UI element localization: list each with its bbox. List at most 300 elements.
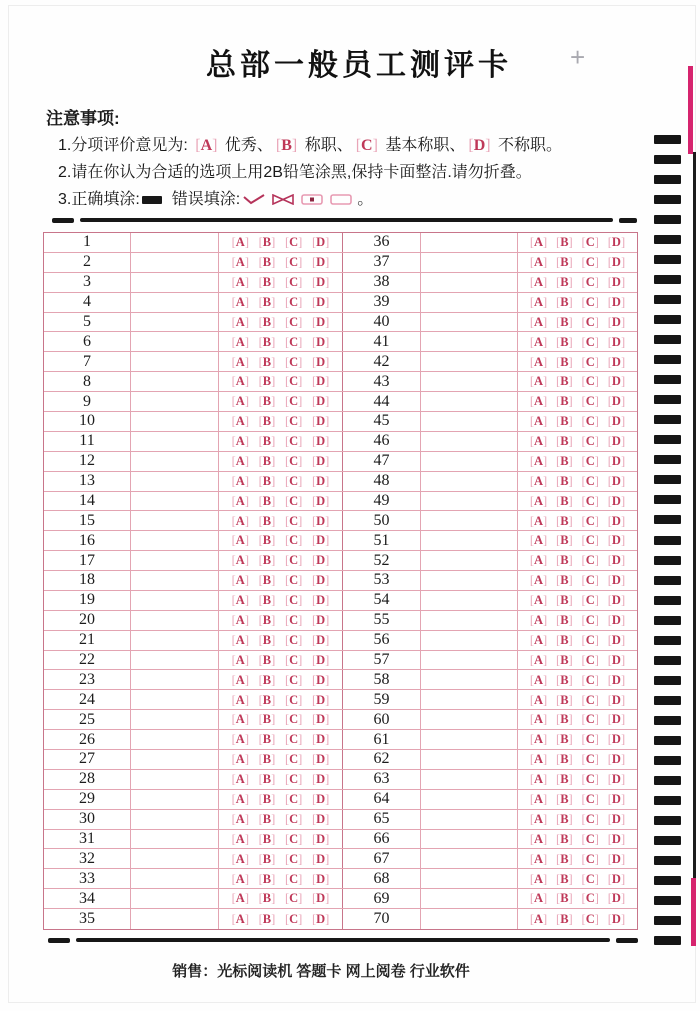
bubble-70-C[interactable]: [C] [581,911,599,926]
bubble-28-D[interactable]: [D] [311,772,330,787]
bubble-24-A[interactable]: [A] [231,692,249,707]
bubble-17-A[interactable]: [A] [231,553,249,568]
bubble-44-C[interactable]: [C] [581,394,599,409]
bubble-65-D[interactable]: [D] [607,811,626,826]
bubble-22-C[interactable]: [C] [284,652,303,667]
bubble-51-D[interactable]: [D] [607,533,626,548]
bubble-29-D[interactable]: [D] [311,791,330,806]
bubble-30-C[interactable]: [C] [284,811,303,826]
bubble-group-27 [219,750,343,769]
bubble-61-A[interactable]: [A] [529,732,548,747]
bubble-42-C[interactable]: [C] [581,354,599,369]
bubble-54-C[interactable]: [C] [581,593,599,608]
bubble-56-B[interactable]: [B] [556,632,573,647]
bubble-54-A[interactable]: [A] [529,593,548,608]
bubble-31-B[interactable]: [B] [258,831,276,846]
bubble-51-C[interactable]: [C] [581,533,599,548]
bubble-10-A[interactable]: [A] [231,414,249,429]
bubble-63-B[interactable]: [B] [556,772,573,787]
bubble-5-B[interactable]: [B] [258,314,276,329]
bubble-32-A[interactable]: [A] [231,851,249,866]
bubble-48-C[interactable]: [C] [581,473,599,488]
response-area [421,909,518,929]
bubble-30-D[interactable]: [D] [311,811,330,826]
bubble-27-A[interactable]: [A] [231,752,249,767]
response-area [131,352,219,371]
bubble-8-C[interactable]: [C] [284,374,303,389]
bubble-26-B[interactable]: [B] [258,732,276,747]
bubble-32-C[interactable]: [C] [284,851,303,866]
bubble-42-A[interactable]: [A] [529,354,548,369]
bubble-63-A[interactable]: [A] [529,772,548,787]
bubble-3-A[interactable]: [A] [231,274,249,289]
bubble-38-B[interactable]: [B] [556,274,573,289]
bubble-47-A[interactable]: [A] [529,453,548,468]
bubble-57-D[interactable]: [D] [607,652,626,667]
bubble-2-B[interactable]: [B] [258,255,276,270]
bubble-67-B[interactable]: [B] [556,851,573,866]
bubble-37-A[interactable]: [A] [529,255,548,270]
bubble-46-A[interactable]: [A] [529,434,548,449]
bubble-53-B[interactable]: [B] [556,573,573,588]
bubble-41-B[interactable]: [B] [556,334,573,349]
bubble-18-B[interactable]: [B] [258,573,276,588]
bubble-37-D[interactable]: [D] [607,255,626,270]
bubble-36-C[interactable]: [C] [581,235,599,250]
bubble-17-C[interactable]: [C] [284,553,303,568]
bubble-52-D[interactable]: [D] [607,553,626,568]
bubble-59-B[interactable]: [B] [556,692,573,707]
response-area [421,332,518,351]
bubble-4-B[interactable]: [B] [258,294,276,309]
bubble-44-D[interactable]: [D] [607,394,626,409]
bubble-41-D[interactable]: [D] [607,334,626,349]
bubble-34-C[interactable]: [C] [284,891,303,906]
bubble-63-D[interactable]: [D] [607,772,626,787]
bubble-13-C[interactable]: [C] [284,473,303,488]
bubble-19-D[interactable]: [D] [311,593,330,608]
bubble-68-D[interactable]: [D] [607,871,626,886]
bubble-5-A[interactable]: [A] [231,314,249,329]
bubble-47-B[interactable]: [B] [556,453,573,468]
bubble-47-C[interactable]: [C] [581,453,599,468]
bubble-group-45 [518,412,637,431]
bubble-49-D[interactable]: [D] [607,493,626,508]
bubble-45-A[interactable]: [A] [529,414,548,429]
bubble-44-A[interactable]: [A] [529,394,548,409]
bubble-18-D[interactable]: [D] [311,573,330,588]
bubble-70-D[interactable]: [D] [607,911,626,926]
bubble-24-B[interactable]: [B] [258,692,276,707]
bubble-36-B[interactable]: [B] [556,235,573,250]
bubble-57-B[interactable]: [B] [556,652,573,667]
bubble-11-D[interactable]: [D] [311,434,330,449]
bubble-57-A[interactable]: [A] [529,652,548,667]
bubble-3-B[interactable]: [B] [258,274,276,289]
bubble-55-A[interactable]: [A] [529,613,548,628]
bubble-14-A[interactable]: [A] [231,493,249,508]
bubble-30-A[interactable]: [A] [231,811,249,826]
bubble-49-A[interactable]: [A] [529,493,548,508]
bubble-58-A[interactable]: [A] [529,672,548,687]
bubble-38-A[interactable]: [A] [529,274,548,289]
bubble-45-B[interactable]: [B] [556,414,573,429]
bubble-12-D[interactable]: [D] [311,453,330,468]
question-number: 2 [44,253,131,272]
bubble-20-D[interactable]: [D] [311,613,330,628]
bubble-39-D[interactable]: [D] [607,294,626,309]
bubble-35-C[interactable]: [C] [284,911,303,926]
bubble-14-C[interactable]: [C] [284,493,303,508]
bubble-34-D[interactable]: [D] [311,891,330,906]
bubble-4-A[interactable]: [A] [231,294,249,309]
bubble-1-A[interactable]: [A] [231,235,249,250]
bubble-57-C[interactable]: [C] [581,652,599,667]
bubble-52-C[interactable]: [C] [581,553,599,568]
bubble-20-C[interactable]: [C] [284,613,303,628]
bubble-62-A[interactable]: [A] [529,752,548,767]
timing-mark [654,135,681,144]
bubble-51-B[interactable]: [B] [556,533,573,548]
bubble-68-C[interactable]: [C] [581,871,599,886]
bubble-34-A[interactable]: [A] [231,891,249,906]
bubble-69-B[interactable]: [B] [556,891,573,906]
bubble-36-A[interactable]: [A] [529,235,548,250]
bubble-65-A[interactable]: [A] [529,811,548,826]
bubble-60-B[interactable]: [B] [556,712,573,727]
bubble-44-B[interactable]: [B] [556,394,573,409]
bubble-15-A[interactable]: [A] [231,513,249,528]
notice-item-3 [58,186,373,210]
bubble-66-A[interactable]: [A] [529,831,548,846]
bubble-27-B[interactable]: [B] [258,752,276,767]
bubble-24-D[interactable]: [D] [311,692,330,707]
bubble-33-A[interactable]: [A] [231,871,249,886]
bubble-23-A[interactable]: [A] [231,672,249,687]
bubble-23-B[interactable]: [B] [258,672,276,687]
bubble-50-A[interactable]: [A] [529,513,548,528]
bubble-group-42 [518,352,637,371]
bubble-7-B[interactable]: [B] [258,354,276,369]
bubble-2-C[interactable]: [C] [284,255,303,270]
bubble-39-C[interactable]: [C] [581,294,599,309]
bubble-19-B[interactable]: [B] [258,593,276,608]
bubble-35-A[interactable]: [A] [231,911,249,926]
bubble-18-A[interactable]: [A] [231,573,249,588]
bubble-27-D[interactable]: [D] [311,752,330,767]
bubble-6-D[interactable]: [D] [311,334,330,349]
bubble-53-C[interactable]: [C] [581,573,599,588]
bubble-33-C[interactable]: [C] [284,871,303,886]
bubble-17-D[interactable]: [D] [311,553,330,568]
question-number: 15 [44,511,131,530]
bubble-33-B[interactable]: [B] [258,871,276,886]
bubble-67-A[interactable]: [A] [529,851,548,866]
bubble-41-A[interactable]: [A] [529,334,548,349]
registration-cross-icon: + [570,42,586,72]
bubble-40-A[interactable]: [A] [529,314,548,329]
response-area [421,790,518,809]
bubble-21-A[interactable]: [A] [231,632,249,647]
bubble-58-B[interactable]: [B] [556,672,573,687]
bubble-61-B[interactable]: [B] [556,732,573,747]
bubble-26-A[interactable]: [A] [231,732,249,747]
bubble-40-B[interactable]: [B] [556,314,573,329]
bubble-64-A[interactable]: [A] [529,791,548,806]
bubble-21-D[interactable]: [D] [311,632,330,647]
bubble-41-C[interactable]: [C] [581,334,599,349]
bubble-47-D[interactable]: [D] [607,453,626,468]
bubble-59-A[interactable]: [A] [529,692,548,707]
bubble-12-C[interactable]: [C] [284,453,303,468]
bubble-42-B[interactable]: [B] [556,354,573,369]
bubble-45-C[interactable]: [C] [581,414,599,429]
question-number: 47 [343,452,421,471]
bubble-9-D[interactable]: [D] [311,394,330,409]
bubble-59-D[interactable]: [D] [607,692,626,707]
bubble-55-D[interactable]: [D] [607,613,626,628]
bubble-43-C[interactable]: [C] [581,374,599,389]
bubble-50-C[interactable]: [C] [581,513,599,528]
bubble-69-D[interactable]: [D] [607,891,626,906]
bubble-15-D[interactable]: [D] [311,513,330,528]
bubble-39-B[interactable]: [B] [556,294,573,309]
bubble-11-C[interactable]: [C] [284,434,303,449]
bubble-61-C[interactable]: [C] [581,732,599,747]
bubble-40-D[interactable]: [D] [607,314,626,329]
bubble-54-D[interactable]: [D] [607,593,626,608]
bubble-34-B[interactable]: [B] [258,891,276,906]
bubble-13-B[interactable]: [B] [258,473,276,488]
bubble-64-B[interactable]: [B] [556,791,573,806]
bubble-66-C[interactable]: [C] [581,831,599,846]
bubble-26-D[interactable]: [D] [311,732,330,747]
bubble-21-C[interactable]: [C] [284,632,303,647]
bubble-70-A[interactable]: [A] [529,911,548,926]
bubble-19-C[interactable]: [C] [284,593,303,608]
bubble-6-C[interactable]: [C] [284,334,303,349]
bubble-31-D[interactable]: [D] [311,831,330,846]
bubble-36-D[interactable]: [D] [607,235,626,250]
bubble-15-C[interactable]: [C] [284,513,303,528]
bubble-7-C[interactable]: [C] [284,354,303,369]
bubble-48-D[interactable]: [D] [607,473,626,488]
bubble-32-D[interactable]: [D] [311,851,330,866]
bubble-42-D[interactable]: [D] [607,354,626,369]
bubble-45-D[interactable]: [D] [607,414,626,429]
bubble-65-C[interactable]: [C] [581,811,599,826]
bubble-25-A[interactable]: [A] [231,712,249,727]
bubble-28-B[interactable]: [B] [258,772,276,787]
question-number: 1 [44,233,131,252]
bubble-30-B[interactable]: [B] [258,811,276,826]
bubble-50-B[interactable]: [B] [556,513,573,528]
bubble-11-A[interactable]: [A] [231,434,249,449]
bubble-58-D[interactable]: [D] [607,672,626,687]
bubble-28-C[interactable]: [C] [284,772,303,787]
bubble-51-A[interactable]: [A] [529,533,548,548]
bubble-25-C[interactable]: [C] [284,712,303,727]
bubble-37-B[interactable]: [B] [556,255,573,270]
timing-mark [654,255,681,264]
bubble-14-B[interactable]: [B] [258,493,276,508]
bubble-56-D[interactable]: [D] [607,632,626,647]
bubble-61-D[interactable]: [D] [607,732,626,747]
bubble-43-D[interactable]: [D] [607,374,626,389]
bubble-2-A[interactable]: [A] [231,255,249,270]
bubble-4-D[interactable]: [D] [311,294,330,309]
bubble-5-C[interactable]: [C] [284,314,303,329]
bubble-24-C[interactable]: [C] [284,692,303,707]
bubble-54-B[interactable]: [B] [556,593,573,608]
bubble-9-C[interactable]: [C] [284,394,303,409]
bubble-43-B[interactable]: [B] [556,374,573,389]
bubble-7-A[interactable]: [A] [231,354,249,369]
bubble-29-A[interactable]: [A] [231,791,249,806]
response-area [131,233,219,252]
bubble-67-D[interactable]: [D] [607,851,626,866]
bubble-1-B[interactable]: [B] [258,235,276,250]
bubble-59-C[interactable]: [C] [581,692,599,707]
bubble-6-A[interactable]: [A] [231,334,249,349]
bubble-62-D[interactable]: [D] [607,752,626,767]
bubble-70-B[interactable]: [B] [556,911,573,926]
bubble-29-C[interactable]: [C] [284,791,303,806]
bubble-1-D[interactable]: [D] [311,235,330,250]
bubble-35-B[interactable]: [B] [258,911,276,926]
bubble-63-C[interactable]: [C] [581,772,599,787]
bubble-67-C[interactable]: [C] [581,851,599,866]
bubble-16-C[interactable]: [C] [284,533,303,548]
bubble-43-A[interactable]: [A] [529,374,548,389]
bubble-58-C[interactable]: [C] [581,672,599,687]
bubble-3-C[interactable]: [C] [284,274,303,289]
bubble-35-D[interactable]: [D] [311,911,330,926]
bubble-52-A[interactable]: [A] [529,553,548,568]
bubble-69-C[interactable]: [C] [581,891,599,906]
table-row [44,372,637,392]
bubble-56-A[interactable]: [A] [529,632,548,647]
bubble-23-C[interactable]: [C] [284,672,303,687]
bubble-49-C[interactable]: [C] [581,493,599,508]
bubble-55-C[interactable]: [C] [581,613,599,628]
bubble-22-B[interactable]: [B] [258,652,276,667]
bubble-29-B[interactable]: [B] [258,791,276,806]
bubble-19-A[interactable]: [A] [231,593,249,608]
bubble-46-D[interactable]: [D] [607,434,626,449]
bubble-17-B[interactable]: [B] [258,553,276,568]
bubble-68-B[interactable]: [B] [556,871,573,886]
bubble-8-B[interactable]: [B] [258,374,276,389]
bubble-25-D[interactable]: [D] [311,712,330,727]
bubble-16-B[interactable]: [B] [258,533,276,548]
bubble-60-D[interactable]: [D] [607,712,626,727]
question-number: 46 [343,432,421,451]
bubble-12-A[interactable]: [A] [231,453,249,468]
bubble-21-B[interactable]: [B] [258,632,276,647]
bubble-64-D[interactable]: [D] [607,791,626,806]
bubble-3-D[interactable]: [D] [311,274,330,289]
bubble-5-D[interactable]: [D] [311,314,330,329]
bubble-50-D[interactable]: [D] [607,513,626,528]
bubble-10-B[interactable]: [B] [258,414,276,429]
bubble-2-D[interactable]: [D] [311,255,330,270]
bubble-12-B[interactable]: [B] [258,453,276,468]
bubble-37-C[interactable]: [C] [581,255,599,270]
bubble-10-C[interactable]: [C] [284,414,303,429]
bubble-7-D[interactable]: [D] [311,354,330,369]
bubble-66-B[interactable]: [B] [556,831,573,846]
bubble-49-B[interactable]: [B] [556,493,573,508]
bubble-38-C[interactable]: [C] [581,274,599,289]
bubble-38-D[interactable]: [D] [607,274,626,289]
bubble-62-C[interactable]: [C] [581,752,599,767]
bubble-18-C[interactable]: [C] [284,573,303,588]
bubble-46-C[interactable]: [C] [581,434,599,449]
bubble-8-D[interactable]: [D] [311,374,330,389]
bubble-64-C[interactable]: [C] [581,791,599,806]
bubble-66-D[interactable]: [D] [607,831,626,846]
bubble-52-B[interactable]: [B] [556,553,573,568]
bubble-8-A[interactable]: [A] [231,374,249,389]
bubble-60-C[interactable]: [C] [581,712,599,727]
bubble-39-A[interactable]: [A] [529,294,548,309]
bubble-46-B[interactable]: [B] [556,434,573,449]
bubble-40-C[interactable]: [C] [581,314,599,329]
bubble-31-A[interactable]: [A] [231,831,249,846]
bubble-13-A[interactable]: [A] [231,473,249,488]
bubble-20-A[interactable]: [A] [231,613,249,628]
bubble-53-D[interactable]: [D] [607,573,626,588]
bubble-1-C[interactable]: [C] [284,235,303,250]
bubble-20-B[interactable]: [B] [258,613,276,628]
bubble-25-B[interactable]: [B] [258,712,276,727]
bubble-55-B[interactable]: [B] [556,613,573,628]
bubble-28-A[interactable]: [A] [231,772,249,787]
bubble-9-B[interactable]: [B] [258,394,276,409]
bubble-9-A[interactable]: [A] [231,394,249,409]
bubble-15-B[interactable]: [B] [258,513,276,528]
bubble-6-B[interactable]: [B] [258,334,276,349]
bubble-26-C[interactable]: [C] [284,732,303,747]
timing-mark [654,515,681,524]
bubble-32-B[interactable]: [B] [258,851,276,866]
bubble-69-A[interactable]: [A] [529,891,548,906]
bubble-10-D[interactable]: [D] [311,414,330,429]
bubble-13-D[interactable]: [D] [311,473,330,488]
bubble-53-A[interactable]: [A] [529,573,548,588]
bubble-11-B[interactable]: [B] [258,434,276,449]
bubble-56-C[interactable]: [C] [581,632,599,647]
bubble-31-C[interactable]: [C] [284,831,303,846]
bubble-4-C[interactable]: [C] [284,294,303,309]
bubble-22-A[interactable]: [A] [231,652,249,667]
bubble-16-D[interactable]: [D] [311,533,330,548]
bubble-22-D[interactable]: [D] [311,652,330,667]
bubble-60-A[interactable]: [A] [529,712,548,727]
bubble-48-B[interactable]: [B] [556,473,573,488]
bubble-48-A[interactable]: [A] [529,473,548,488]
bubble-23-D[interactable]: [D] [311,672,330,687]
bubble-68-A[interactable]: [A] [529,871,548,886]
bubble-27-C[interactable]: [C] [284,752,303,767]
bubble-16-A[interactable]: [A] [231,533,249,548]
bubble-14-D[interactable]: [D] [311,493,330,508]
timing-mark [654,816,681,825]
bubble-33-D[interactable]: [D] [311,871,330,886]
bubble-62-B[interactable]: [B] [556,752,573,767]
bubble-65-B[interactable]: [B] [556,811,573,826]
